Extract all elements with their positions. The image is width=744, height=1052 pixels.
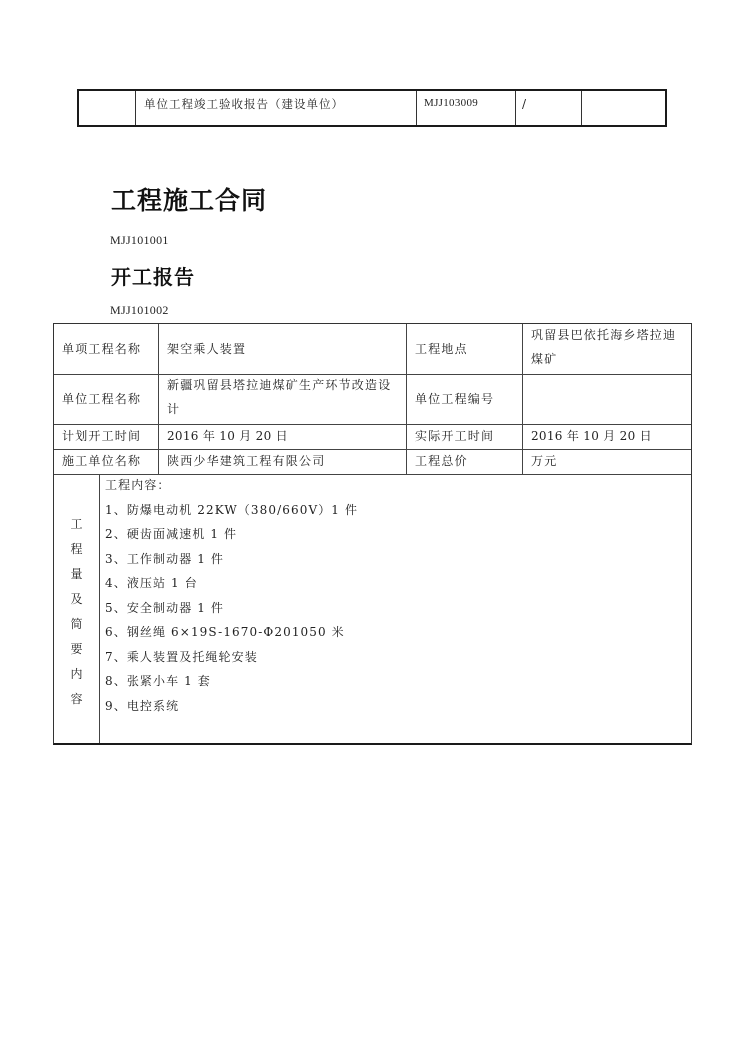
list-item: 6、钢丝绳 6×19S-1670-Φ201050 米 — [105, 625, 345, 639]
vertical-label-char: 及 — [70, 592, 83, 606]
value-contractor-name: 陕西少华建筑工程有限公司 — [167, 454, 326, 468]
vertical-label-char: 程 — [70, 542, 83, 556]
list-item: 7、乘人装置及托绳轮安装 — [105, 649, 258, 664]
start-report-table — [53, 323, 692, 745]
label-single-project-name: 单项工程名称 — [62, 342, 142, 356]
vertical-label-char: 容 — [70, 692, 83, 706]
value-actual-start-date: 2016 年 10 月 20 日 — [531, 429, 652, 443]
label-unit-project-name: 单位工程名称 — [62, 392, 142, 406]
label-contractor-name: 施工单位名称 — [62, 454, 142, 468]
label-total-project-cost: 工程总价 — [415, 454, 468, 468]
top-table-cell-mark — [516, 91, 582, 125]
contract-code: MJJ101001 — [110, 233, 169, 247]
top-table-doc-code: MJJ103009 — [424, 97, 479, 109]
content-heading: 工程内容： — [105, 478, 171, 492]
label-planned-start-date: 计划开工时间 — [62, 429, 142, 443]
value-project-location-line2: 煤矿 — [531, 352, 558, 366]
start-report-title: 开工报告 — [111, 265, 195, 289]
label-unit-project-number: 单位工程编号 — [415, 392, 495, 406]
value-planned-start-date: 2016 年 10 月 20 日 — [167, 429, 288, 443]
vertical-label-char: 量 — [70, 567, 83, 581]
vertical-label-char: 工 — [70, 517, 83, 531]
top-table-mark: / — [522, 97, 528, 111]
vertical-label-char: 要 — [70, 642, 83, 656]
top-table-cell-name — [136, 91, 417, 125]
list-item: 8、张紧小车 1 套 — [105, 674, 211, 688]
start-report-code: MJJ101002 — [110, 303, 169, 317]
value-total-project-cost: 万元 — [531, 454, 558, 468]
list-item: 9、电控系统 — [105, 698, 180, 713]
contract-title: 工程施工合同 — [111, 186, 268, 215]
top-table-cell-code — [417, 91, 516, 125]
top-table-cell-last — [582, 91, 665, 125]
label-actual-start-date: 实际开工时间 — [415, 429, 495, 443]
label-project-location: 工程地点 — [415, 342, 468, 356]
top-table-doc-name: 单位工程竣工验收报告（建设单位） — [144, 97, 344, 111]
list-item: 3、工作制动器 1 件 — [105, 551, 224, 566]
list-item: 1、防爆电动机 22KW（380/660V）1 件 — [105, 502, 359, 517]
value-project-location-line1: 巩留县巴依托海乡塔拉迪 — [531, 328, 677, 342]
col-divider — [99, 475, 100, 743]
content-items-list — [105, 473, 358, 718]
top-document-table-row — [77, 89, 667, 127]
vertical-label-char: 内 — [70, 667, 83, 681]
list-item: 4、液压站 1 台 — [105, 576, 198, 590]
vertical-label-char: 简 — [70, 617, 83, 631]
list-item: 2、硬齿面减速机 1 件 — [105, 527, 238, 541]
list-item: 5、安全制动器 1 件 — [105, 600, 224, 615]
value-single-project-name: 架空乘人装置 — [167, 342, 247, 356]
top-table-cell-index — [79, 91, 136, 125]
value-unit-project-name-line1: 新疆巩留县塔拉迪煤矿生产环节改造设 — [167, 378, 392, 392]
value-unit-project-name-line2: 计 — [167, 402, 181, 416]
